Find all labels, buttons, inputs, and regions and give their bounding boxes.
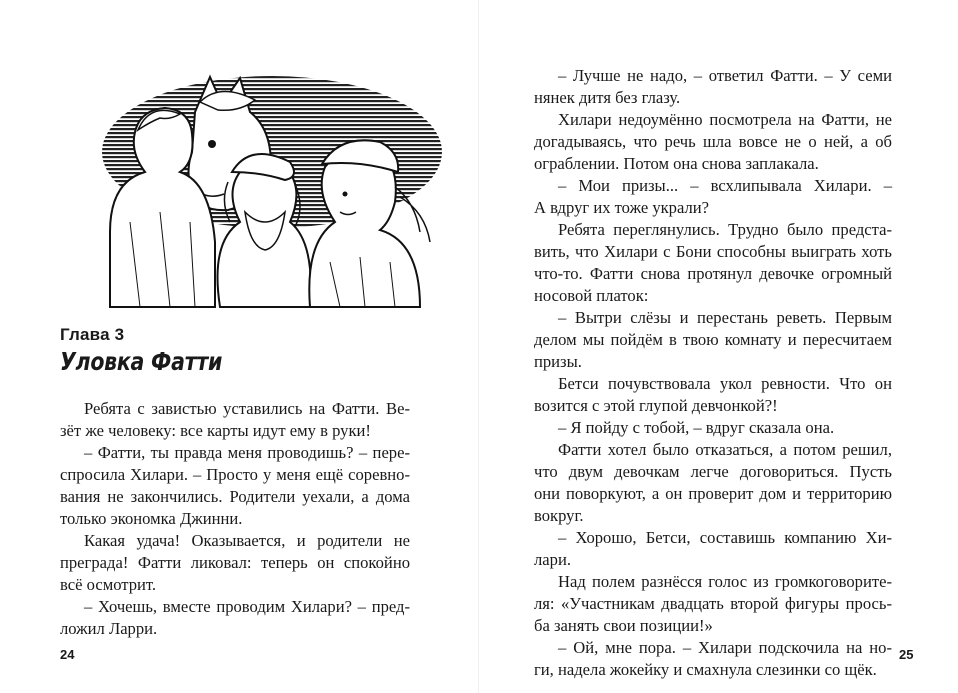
text-line: – Ой, мне пора. – Хилари подскочила на но-: [558, 638, 892, 657]
children-with-horse-illustration: [100, 72, 444, 312]
text-line: носовой платок:: [534, 286, 649, 305]
page-number: 25: [899, 647, 914, 662]
text-line: Ребята переглянулись. Трудно было предста-: [558, 220, 892, 239]
text-line: ограблении. Потом она снова заплакала.: [534, 154, 819, 173]
text-line: возится с этой глупой девчонкой?!: [534, 396, 778, 415]
chapter-title: Уловка Фатти: [60, 347, 223, 376]
text-line: преграда! Фатти ликовал: теперь он спокойно: [60, 553, 410, 572]
text-line: спросила Хилари. – Просто у меня ещё соревно-: [60, 465, 410, 484]
text-line: – Вытри слёзы и перестань реветь. Первым: [558, 308, 892, 327]
text-line: – Фатти, ты правда меня проводишь? – пере-: [84, 443, 410, 462]
chapter-label: Глава 3: [60, 325, 125, 344]
text-line: ба занять свои позиции!»: [534, 616, 713, 635]
text-line: зёт же человеку: все карты идут ему в руки!: [60, 421, 371, 440]
left-page-text: [60, 398, 410, 640]
text-line: – Хочешь, вместе проводим Хилари? – пред-: [84, 597, 410, 616]
text-line: Над полем разнёсся голос из громкоговорите-: [558, 572, 892, 591]
text-line: – Лучше не надо, – ответил Фатти. – У семи: [558, 66, 892, 85]
text-line: делом мы пойдём в твою комнату и пересчитаем: [534, 330, 892, 349]
text-line: ги, надела жокейку и смахнула слезинки со щёк.: [534, 660, 877, 679]
text-line: призы.: [534, 352, 582, 371]
right-page: [479, 0, 958, 693]
text-line: вания не закончились. Родители уехали, а дома: [60, 487, 410, 506]
text-line: – Я пойду с тобой, – вдруг сказала она.: [558, 418, 835, 437]
text-line: нянек дитя без глазу.: [534, 88, 681, 107]
text-line: Бетси почувствовала укол ревности. Что он: [558, 374, 892, 393]
text-line: вить, что Хилари с Бони способны выиграть хоть: [534, 242, 892, 261]
text-line: что двум девочкам легче договориться. Пусть: [534, 462, 892, 481]
text-line: – Хорошо, Бетси, составишь компанию Хи-: [558, 528, 892, 547]
page-number: 24: [60, 647, 75, 662]
text-line: Фатти хотел было отказаться, а потом решил,: [558, 440, 892, 459]
right-page-text: [534, 65, 892, 681]
text-line: всё осмотрит.: [60, 575, 157, 594]
text-line: ложил Ларри.: [60, 619, 158, 638]
text-line: – Мои призы... – всхлипывала Хилари. –: [558, 176, 892, 195]
text-line: вокруг.: [534, 506, 584, 525]
text-line: лари.: [534, 550, 571, 569]
text-line: А вдруг их тоже украли?: [534, 198, 710, 217]
text-line: Какая удача! Оказывается, и родители не: [84, 531, 410, 550]
text-line: Хилари недоумённо посмотрела на Фатти, не: [558, 110, 892, 129]
text-line: Ребята с завистью уставились на Фатти. Ве-: [84, 399, 410, 418]
text-line: только экономка Джинни.: [60, 509, 243, 528]
text-line: они поворкуют, а он проверит дом и территорию: [534, 484, 892, 503]
text-line: ля: «Участникам двадцать второй фигуры прось-: [534, 594, 892, 613]
text-line: догадываясь, что речь шла вовсе не о ней, а об: [534, 132, 892, 151]
text-line: что-то. Фатти снова протянул девочке огромный: [534, 264, 892, 283]
